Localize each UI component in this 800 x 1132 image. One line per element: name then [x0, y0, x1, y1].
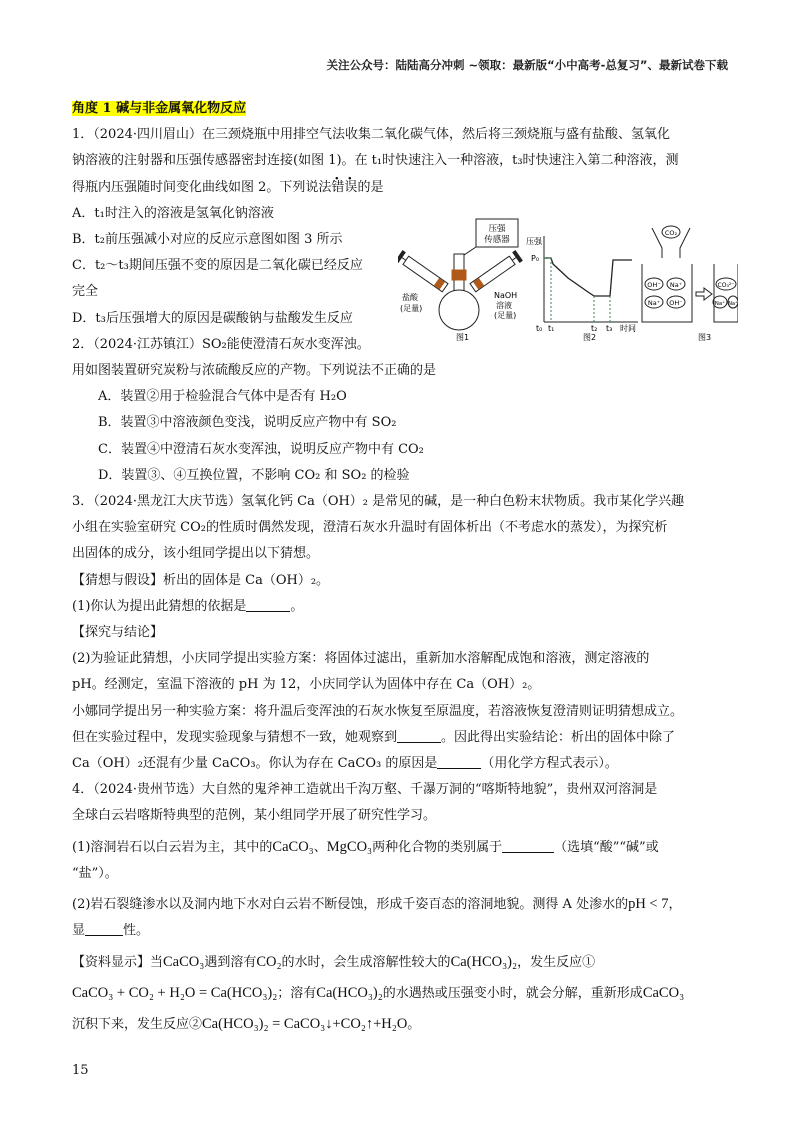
q1-stem-line3: 得瓶内压强随时间变化曲线如图 2。下列说法错误的是: [72, 179, 384, 195]
q2-option-c: C．装置④中澄清石灰水变浑浊，说明反应产物中有 CO₂: [98, 441, 424, 457]
q3-explore-heading: 【探究与结论】: [72, 625, 164, 641]
equation-2: Ca(HCO₃)₂ = CaCO₃↓+CO₂↑+H₂O: [202, 1015, 408, 1032]
ion-oh-2: OH⁻: [669, 299, 683, 307]
emphasis-char: 错: [331, 179, 345, 195]
answer-blank[interactable]: [502, 838, 554, 853]
ion-co2: CO₂: [664, 229, 678, 237]
figure-1-caption: 图1: [456, 333, 470, 342]
q1-option-c: C．t₂～t₃期间压强不变的原因是二氧化碳已经反应: [72, 258, 363, 274]
figures-svg: [398, 214, 738, 344]
answer-blank[interactable]: [246, 597, 290, 612]
beaker-before: [642, 264, 692, 322]
q4-sub1: (1)溶洞岩石以白云岩为主，其中的CaCO₃、MgCO₃两种化合物的类别属于 （选填“酸”“碱”或: [72, 838, 659, 855]
ion-na-3: Na⁺: [714, 301, 726, 307]
ion-co3: CO₃²⁻: [717, 282, 735, 289]
q2-stem-line1: 2．（2024·江苏镇江）SO₂能使澄清石灰水变浑浊。: [72, 336, 370, 352]
figure-2-graph: [544, 236, 638, 322]
q3-stem-line3: 出固体的成分，该小组同学提出以下猜想。: [72, 546, 320, 562]
ion-na-1: Na⁺: [669, 281, 683, 289]
q1-stem-line2: 钠溶液的注射器和压强传感器密封连接(如图 1)。在 t₁时快速注入一种溶液，t₃时快速注入第二种溶液，测: [72, 153, 679, 169]
q3-sub2-line2: pH。经测定，室温下溶液的 pH 为 12，小庆同学认为固体中存在 Ca（OH）₂。: [72, 677, 541, 693]
funnel: [652, 228, 662, 258]
q3-hypothesis: 【猜想与假设】析出的固体是 Ca（OH）₂。: [72, 572, 330, 588]
figure-3-caption: 图3: [698, 333, 712, 342]
q4-equation2-line: 沉积下来，发生反应②Ca(HCO₃)₂ = CaCO₃↓+CO₂↑+H₂O。: [72, 1015, 421, 1032]
q4-sub2-cont: 显 性。: [72, 923, 150, 939]
stopper: [452, 270, 466, 280]
x-tick-t1: t₁: [548, 324, 555, 333]
beaker-after: [714, 264, 738, 322]
q2-stem-line2: 用如图装置研究炭粉与浓硫酸反应的产物。下列说法不正确的是: [72, 363, 437, 379]
q2-option-d: D．装置③、④互换位置，不影响 CO₂ 和 SO₂ 的检验: [98, 467, 410, 483]
equation-1: CaCO₃ + CO₂ + H₂O = Ca(HCO₃)₂: [72, 984, 278, 1001]
figure-2-caption: 图2: [583, 333, 597, 342]
emphasis-char: 误: [344, 179, 358, 195]
q4-info: 【资料显示】当CaCO₃遇到溶有CO₂的水时，会生成溶解性较大的Ca(HCO₃)₂，发生反应①: [72, 953, 596, 970]
q3-stem-line2: 小组在实验室研究 CO₂的性质时偶然发现，澄清石灰水升温时有固体析出（不考虑水的蒸发），为探究析: [72, 520, 668, 536]
answer-blank[interactable]: [85, 921, 123, 936]
right-syringe-label-2: 溶液: [496, 301, 512, 310]
y-tick-p0: P₀: [531, 254, 540, 263]
q1-figures: [398, 214, 738, 344]
q3-sub2-line1: (2)为验证此猜想，小庆同学提出实验方案：将固体过滤出，重新加水溶解配成饱和溶液，测定溶液的: [72, 651, 650, 667]
x-tick-t0: t₀: [536, 324, 543, 333]
ion-oh-1: OH⁻: [647, 281, 661, 289]
page-header: 关注公众号：陆陆高分冲刺 ~领取：最新版“小中高考-总复习”、最新试卷下载: [326, 58, 728, 72]
section-title: 角度 1 碱与非金属氧化物反应: [72, 101, 247, 116]
q4-stem-line1: 4．（2024·贵州节选）大自然的鬼斧神工造就出千沟万壑、千瀑万洞的“喀斯特地貌”，贵州双河溶洞是: [72, 782, 658, 798]
answer-blank[interactable]: [397, 728, 441, 743]
q3-sub2-line4: 但在实验过程中，发现实验现象与猜想不一致，她观察到 。因此得出实验结论：析出的固体中除了: [72, 729, 676, 745]
q3-sub2-line3: 小娜同学提出另一种实验方案：将升温后变浑浊的石灰水恢复至原温度，若溶液恢复澄清则证明猜想成立。: [72, 703, 684, 719]
x-axis-label: 时间: [620, 324, 636, 333]
q1-option-b: B．t₂前压强减小对应的反应示意图如图 3 所示: [72, 232, 343, 248]
right-syringe-label-3: (足量): [494, 311, 517, 320]
q4-equation1-line: CaCO₃ + CO₂ + H₂O = Ca(HCO₃)₂；溶有Ca(HCO₃)₂的水遇热或压强变小时，就会分解，重新形成CaCO₃: [72, 984, 685, 1001]
q1-stem-line1: 1．（2024·四川眉山）在三颈烧瓶中用排空气法收集二氧化碳气体，然后将三颈烧瓶与盛有盐酸、氢氧化: [72, 127, 670, 143]
q1-option-d: D．t₃后压强增大的原因是碳酸钠与盐酸发生反应: [72, 310, 353, 326]
page-number: 15: [72, 1063, 89, 1078]
y-axis-label: 压强: [526, 237, 542, 246]
x-tick-t3: t₃: [606, 324, 613, 333]
left-syringe-label-1: 盐酸: [402, 293, 418, 302]
ion-na-2: Na⁺: [647, 299, 661, 307]
q1-option-a: A．t₁时注入的溶液是氢氧化钠溶液: [72, 205, 274, 221]
ion-na-4: Na⁺: [728, 301, 738, 307]
q2-option-b: B．装置③中溶液颜色变浅，说明反应产物中有 SO₂: [98, 415, 397, 431]
q3-sub1: (1)你认为提出此猜想的依据是 。: [72, 598, 304, 614]
three-neck-flask: [439, 290, 479, 330]
q4-sub1-cont: “盐”）。: [72, 865, 118, 881]
q4-stem-line2: 全球白云岩喀斯特典型的范例，某小组同学开展了研究性学习。: [72, 808, 437, 824]
figure-3-diagram: [642, 226, 738, 322]
q4-sub2: (2)岩石裂缝渗水以及洞内地下水对白云岩不断侵蚀，形成千姿百态的溶洞地貌。测得 A 处渗水的pH < 7，: [72, 896, 682, 913]
right-syringe-label-1: NaOH: [494, 291, 518, 300]
x-tick-t2: t₂: [591, 324, 598, 333]
q3-sub2-line5: Ca（OH）₂还混有少量 CaCO₃。你认为存在 CaCO₃ 的原因是 （用化学方程式表示）。: [72, 756, 618, 772]
pressure-curve: [544, 258, 632, 296]
q3-stem-line1: 3．（2024·黑龙江大庆节选）氢氧化钙 Ca（OH）₂ 是常见的碱，是一种白色粉末状物质。我市某化学兴趣: [72, 494, 685, 510]
answer-blank[interactable]: [437, 754, 481, 769]
q2-option-a: A．装置②用于检验混合气体中是否有 H₂O: [98, 389, 347, 405]
arrow-icon: [696, 288, 712, 300]
left-syringe-label-2: (足量): [400, 304, 423, 313]
sensor-label-1: 压强: [488, 224, 506, 234]
sensor-label-2: 传感器: [484, 235, 510, 245]
q1-option-c-cont: 完全: [72, 284, 99, 300]
